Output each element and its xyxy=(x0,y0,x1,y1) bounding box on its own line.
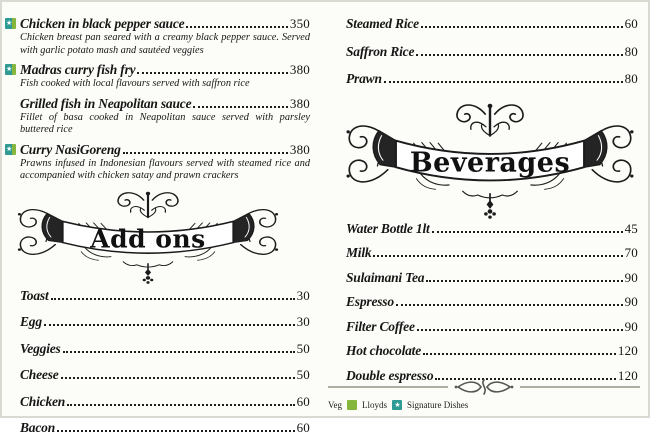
signature-icon xyxy=(392,400,402,410)
dotted-leader xyxy=(61,377,295,379)
beverage-item xyxy=(346,221,638,236)
dotted-leader xyxy=(51,298,295,300)
addon-name: Cheese xyxy=(20,367,59,382)
beverage-name: Milk xyxy=(346,245,372,260)
dotted-leader xyxy=(432,231,623,233)
star-icon: ★ xyxy=(6,65,13,73)
beverage-price: 120 xyxy=(617,343,638,358)
dish-name: Curry NasiGoreng xyxy=(20,141,121,157)
rice-item xyxy=(346,44,638,59)
dish-name: Madras curry fish fry xyxy=(20,62,136,77)
beverage-item xyxy=(346,270,638,285)
beverage-item xyxy=(346,319,638,334)
dish-price: 380 xyxy=(289,141,310,157)
beverage-item xyxy=(346,245,638,260)
dotted-leader xyxy=(44,324,295,326)
fleuron-ornament-icon xyxy=(454,378,514,396)
signature-dish-icon xyxy=(5,144,16,155)
dotted-leader xyxy=(426,280,622,282)
dotted-leader xyxy=(63,351,295,353)
item-price: 60 xyxy=(624,16,638,31)
dotted-leader xyxy=(123,152,288,154)
menu-item xyxy=(6,62,310,91)
addon-price: 50 xyxy=(296,367,310,382)
menu-item xyxy=(6,16,310,57)
addon-item xyxy=(20,341,310,356)
beverages-section-title: Beverages xyxy=(409,147,571,179)
menu-item xyxy=(6,141,310,183)
dotted-leader xyxy=(384,81,623,83)
divider-line xyxy=(520,386,640,388)
beverage-price: 90 xyxy=(624,294,638,309)
rice-item xyxy=(346,16,638,31)
beverage-price: 90 xyxy=(624,269,638,285)
beverage-price: 90 xyxy=(624,318,638,334)
dish-price: 380 xyxy=(289,62,310,77)
star-icon: ★ xyxy=(394,400,401,409)
menu-item-line xyxy=(6,16,310,31)
addon-price: 60 xyxy=(296,420,310,435)
divider-line xyxy=(328,386,448,388)
beverage-name: Hot chocolate xyxy=(346,343,422,358)
addon-item xyxy=(20,367,310,382)
star-icon: ★ xyxy=(6,19,13,27)
dish-name: Grilled fish in Neapolitan sauce xyxy=(20,95,192,111)
beverage-price: 120 xyxy=(617,367,638,383)
addon-name: Egg xyxy=(20,314,42,329)
addon-name: Chicken xyxy=(20,393,66,409)
dotted-leader xyxy=(57,430,295,432)
dotted-leader xyxy=(417,329,623,331)
rice-item xyxy=(346,71,638,86)
beverage-price: 45 xyxy=(624,220,638,236)
addon-item xyxy=(20,314,310,329)
menu-item xyxy=(20,96,310,137)
item-price: 80 xyxy=(624,71,638,86)
beverage-name: Espresso xyxy=(346,294,394,309)
addons-section-title: Add ons xyxy=(90,224,206,254)
dotted-leader xyxy=(137,72,287,74)
dotted-leader xyxy=(67,404,294,406)
dotted-leader xyxy=(193,106,288,108)
addon-item xyxy=(20,394,310,409)
addon-price: 50 xyxy=(296,340,310,356)
signature-dish-icon xyxy=(5,18,16,29)
dish-name: Chicken in black pepper sauce xyxy=(20,16,185,31)
beverages-section-banner xyxy=(340,99,640,219)
beverage-name: Water Bottle 1lt xyxy=(346,220,430,236)
legend-signature-label: Signature Dishes xyxy=(407,400,469,410)
addon-name: Veggies xyxy=(20,340,61,356)
dotted-leader xyxy=(416,54,622,56)
menu-item-line xyxy=(6,141,310,157)
dotted-leader xyxy=(421,26,623,28)
beverage-name: Filter Coffee xyxy=(346,318,415,334)
star-icon: ★ xyxy=(6,144,13,153)
addon-name: Bacon xyxy=(20,420,56,435)
addon-name: Toast xyxy=(20,287,49,303)
addon-price: 30 xyxy=(296,314,310,329)
dish-price: 350 xyxy=(289,16,310,31)
footer-rule xyxy=(328,378,640,396)
dotted-leader xyxy=(396,304,623,306)
addon-price: 30 xyxy=(296,287,310,303)
item-name: Prawn xyxy=(346,71,382,86)
legend-veg-label: Veg xyxy=(328,400,342,410)
menu-footer xyxy=(328,378,640,410)
item-name: Saffron Rice xyxy=(346,43,415,59)
dish-description: Prawns infused in Indonesian flavours served with steamed rice and accompanied with chicken satay and prawn crackers xyxy=(20,157,310,181)
dish-description: Fish cooked with local flavours served with saffron rice xyxy=(20,78,250,89)
addon-price: 60 xyxy=(296,393,310,409)
legend-lloyds-label: Lloyds xyxy=(362,400,388,410)
addons-section-banner xyxy=(12,188,284,284)
dish-price: 380 xyxy=(289,95,310,111)
item-price: 80 xyxy=(624,43,638,59)
beverage-item xyxy=(346,294,638,309)
dish-description: Fillet of basa cooked in Neapolitan sauce served with parsley buttered rice xyxy=(20,111,310,135)
dotted-leader xyxy=(186,26,287,28)
item-name: Steamed Rice xyxy=(346,16,419,31)
beverage-price: 70 xyxy=(624,245,638,260)
dotted-leader xyxy=(423,353,616,355)
addon-item xyxy=(20,288,310,303)
menu-item-line xyxy=(20,96,310,111)
veg-icon xyxy=(347,400,357,410)
signature-dish-icon xyxy=(5,64,16,75)
dish-description: Chicken breast pan seared with a creamy black pepper sauce. Served with garlic potato mash and sautéed veggies xyxy=(20,32,310,56)
addon-item xyxy=(20,420,310,435)
left-column xyxy=(2,2,328,447)
dotted-leader xyxy=(373,255,622,257)
menu-item-line xyxy=(6,62,310,77)
legend xyxy=(328,400,640,410)
beverage-name: Sulaimani Tea xyxy=(346,269,425,285)
beverage-name: Double espresso xyxy=(346,367,434,383)
beverage-item xyxy=(346,343,638,358)
